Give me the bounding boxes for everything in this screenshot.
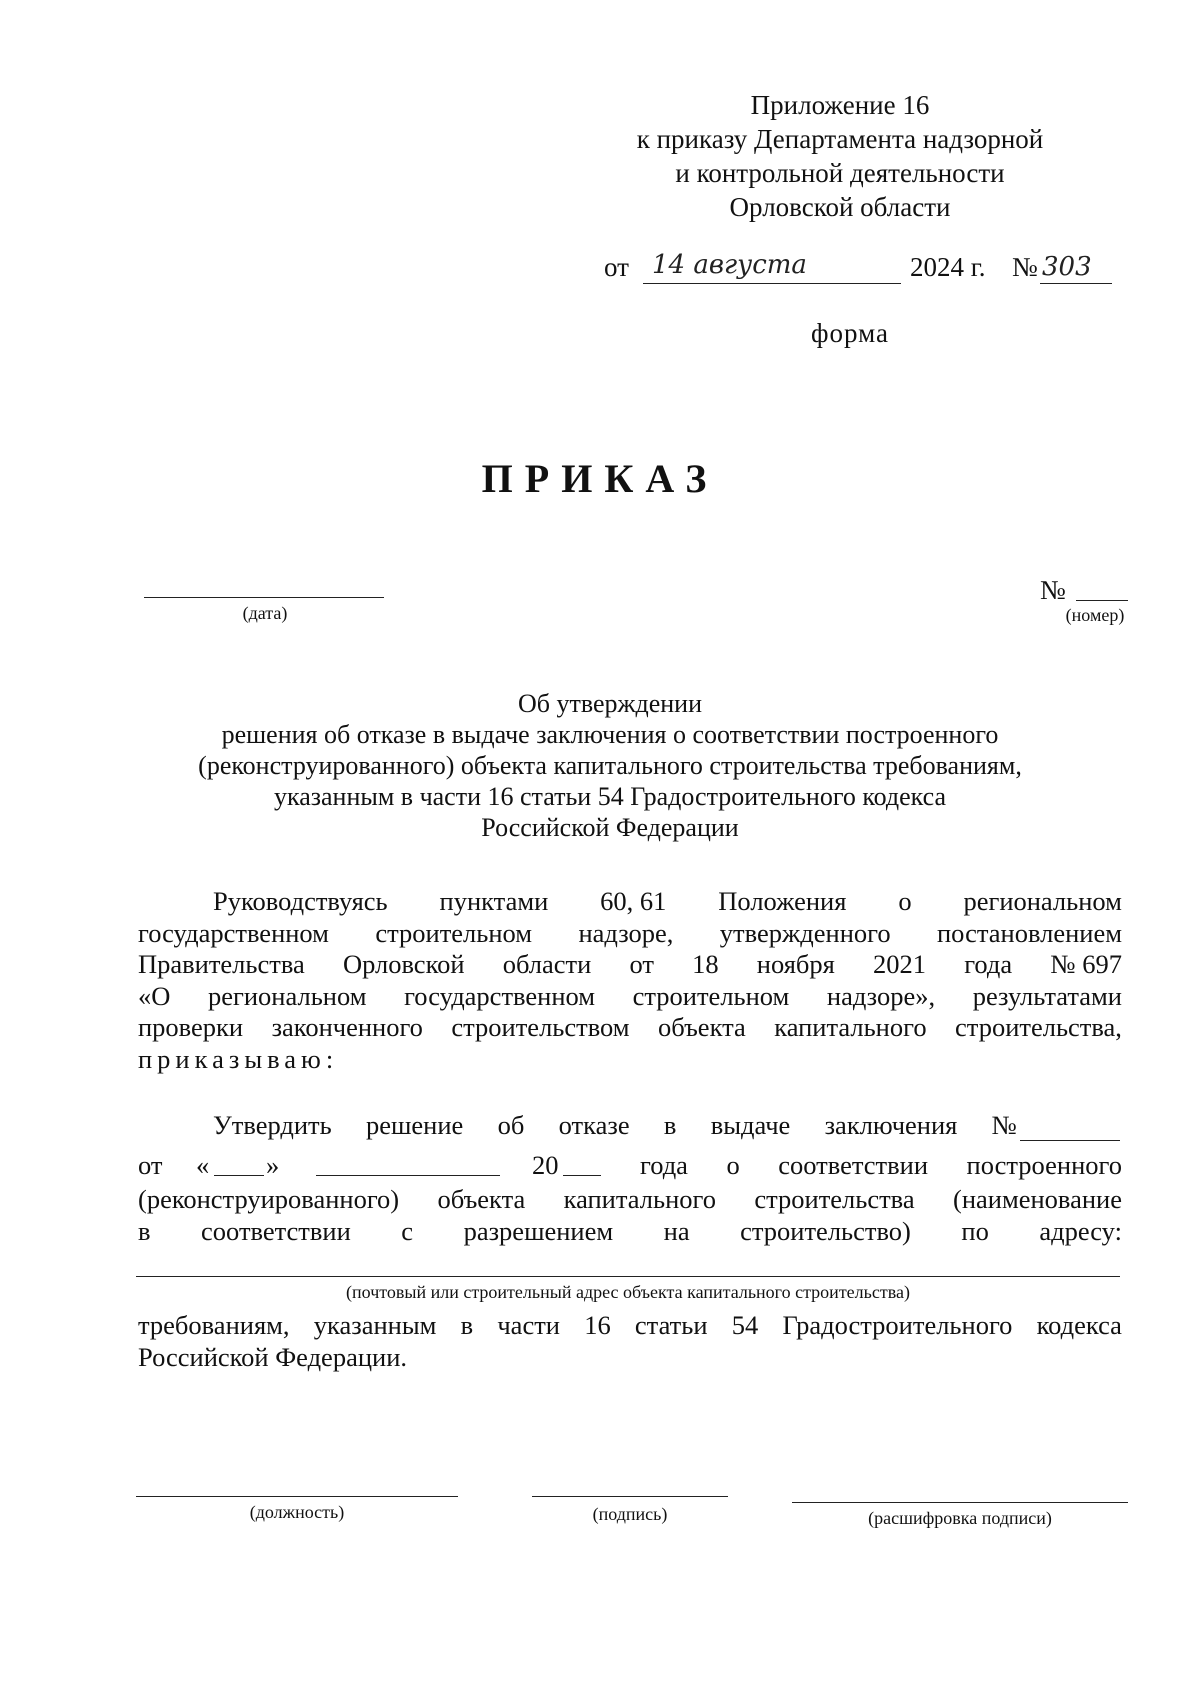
word: 54 bbox=[731, 1310, 759, 1340]
appendix-line-4: Орловской области bbox=[729, 192, 951, 222]
word: об bbox=[497, 1110, 525, 1140]
decision-line bbox=[138, 1184, 1122, 1216]
date-caption: (дата) bbox=[242, 603, 288, 623]
word: № bbox=[991, 1110, 1017, 1140]
address-blank-line bbox=[136, 1276, 1120, 1277]
word: региональном bbox=[207, 980, 367, 1011]
number-underline bbox=[1040, 283, 1112, 284]
date-prefix: от bbox=[604, 252, 629, 282]
word: на bbox=[663, 1215, 690, 1246]
word: строительство) bbox=[740, 1215, 911, 1246]
document-title: ПРИКАЗ bbox=[481, 456, 719, 501]
appendix-line-3: и контрольной деятельности bbox=[675, 158, 1005, 188]
word: в bbox=[138, 1215, 151, 1246]
number-caption: (номер) bbox=[1065, 605, 1125, 625]
word: региональном bbox=[963, 886, 1122, 916]
word: кодекса bbox=[1036, 1310, 1122, 1340]
word: результатами bbox=[972, 980, 1122, 1011]
date-underline bbox=[643, 283, 901, 284]
subject-line-4: указанным в части 16 статьи 54 Градостроительного кодекса bbox=[273, 782, 947, 811]
word: ноября bbox=[756, 949, 835, 979]
subject-line-5: Российской Федерации bbox=[481, 813, 739, 842]
word: 2021 bbox=[873, 949, 927, 979]
word: 60, 61 bbox=[600, 886, 667, 916]
decision-line bbox=[138, 1216, 1122, 1248]
decision-paragraph bbox=[138, 1110, 1122, 1142]
signature-caption: (подпись) bbox=[592, 1504, 668, 1524]
word: года bbox=[640, 1150, 688, 1180]
decision-line-2-rest bbox=[640, 1150, 1122, 1182]
word: о bbox=[726, 1150, 740, 1180]
subject-line-1: Об утверждении bbox=[517, 689, 702, 718]
form-label: форма bbox=[811, 318, 889, 348]
word: пунктами bbox=[439, 886, 549, 916]
word: государственном bbox=[404, 980, 596, 1011]
word: № 697 bbox=[1050, 949, 1122, 979]
order-word: приказываю: bbox=[138, 1043, 339, 1074]
address-caption: (почтовый или строительный адрес объекта капитального строительства) bbox=[346, 1282, 910, 1302]
word: Орловской bbox=[342, 949, 465, 979]
word: строительства bbox=[754, 1184, 915, 1214]
preamble-line bbox=[138, 949, 1122, 981]
subject-line-3: (реконструированного) объекта капитального строительства требованиям, bbox=[198, 751, 1022, 780]
open-quote: « bbox=[196, 1150, 210, 1180]
word: года bbox=[964, 949, 1013, 979]
word: строительством bbox=[451, 1012, 630, 1042]
preamble-line bbox=[138, 981, 1122, 1013]
preamble-paragraph bbox=[138, 886, 1122, 1075]
word: постановлением bbox=[937, 917, 1122, 948]
decision-final-line: Российской Федерации. bbox=[138, 1341, 407, 1372]
order-number-sign: № bbox=[1040, 575, 1066, 605]
word: 18 bbox=[692, 949, 719, 979]
preamble-line bbox=[138, 918, 1122, 950]
appendix-line-2: к приказу Департамента надзорной bbox=[636, 124, 1044, 154]
handwritten-date: 14 августа bbox=[652, 250, 807, 280]
decision-line bbox=[640, 1150, 1122, 1182]
word: утвержденного bbox=[719, 917, 891, 948]
word: статьи bbox=[634, 1310, 708, 1340]
handwritten-number: 303 bbox=[1042, 252, 1092, 282]
word: соответствии bbox=[201, 1215, 351, 1246]
word: Правительства bbox=[138, 949, 305, 979]
word: заключения bbox=[824, 1110, 958, 1140]
word: построенного bbox=[966, 1150, 1122, 1180]
word: (реконструированного) bbox=[138, 1184, 400, 1214]
word: выдаче bbox=[710, 1110, 791, 1140]
preamble-line bbox=[138, 886, 1122, 918]
word: надзоре», bbox=[826, 980, 936, 1011]
year-prefix: 20 bbox=[532, 1150, 559, 1180]
date-year: 2024 г. bbox=[910, 252, 986, 282]
word: строительства, bbox=[955, 1012, 1122, 1042]
word: Градостроительного bbox=[782, 1310, 1013, 1340]
word: части bbox=[497, 1310, 560, 1340]
word: от bbox=[629, 949, 654, 979]
word: государственном bbox=[138, 917, 329, 948]
decision-line bbox=[138, 1110, 1122, 1142]
word: надзоре, bbox=[578, 917, 674, 948]
appendix-line-1: Приложение 16 bbox=[750, 90, 930, 120]
word: адресу: bbox=[1039, 1215, 1122, 1246]
word: области bbox=[502, 949, 592, 979]
word: 16 bbox=[584, 1310, 611, 1340]
month-blank bbox=[316, 1175, 500, 1176]
subject-line-2: решения об отказе в выдаче заключения о соответствии построенного bbox=[221, 720, 999, 749]
word: указанным bbox=[313, 1310, 437, 1340]
year-blank bbox=[563, 1175, 601, 1176]
decision-ending bbox=[138, 1310, 1122, 1373]
word: «О bbox=[138, 980, 171, 1011]
word: разрешением bbox=[463, 1215, 614, 1246]
word: отказе bbox=[558, 1110, 630, 1140]
word: в bbox=[663, 1110, 677, 1140]
order-subject bbox=[140, 688, 1080, 843]
word: (наименование bbox=[953, 1184, 1122, 1214]
word: объекта bbox=[437, 1184, 526, 1214]
word: капитального bbox=[563, 1184, 716, 1214]
position-caption: (должность) bbox=[249, 1502, 345, 1522]
decoding-line bbox=[792, 1502, 1128, 1503]
word: по bbox=[961, 1215, 989, 1246]
word: Руководствуясь bbox=[213, 886, 388, 916]
decision-line bbox=[138, 1310, 1122, 1342]
date-number-sign: № bbox=[1012, 252, 1038, 282]
word: капитального bbox=[774, 1012, 927, 1042]
decision-continued bbox=[138, 1184, 1122, 1247]
word: требованиям, bbox=[138, 1310, 290, 1340]
number-blank-line bbox=[1076, 600, 1128, 601]
word: законченного bbox=[271, 1012, 423, 1042]
day-blank bbox=[214, 1175, 264, 1176]
word: строительном bbox=[632, 980, 790, 1011]
preamble-line bbox=[138, 1012, 1122, 1044]
appendix-header bbox=[560, 88, 1120, 224]
word: Утвердить bbox=[213, 1110, 332, 1140]
word: проверки bbox=[138, 1012, 244, 1042]
position-line bbox=[136, 1496, 458, 1497]
conclusion-number-blank bbox=[1020, 1140, 1120, 1141]
word: о bbox=[898, 886, 912, 916]
signature-line bbox=[532, 1496, 728, 1497]
word: объекта bbox=[658, 1012, 746, 1042]
decision-from: от bbox=[138, 1150, 163, 1180]
word: с bbox=[401, 1215, 414, 1246]
close-quote: » bbox=[266, 1150, 280, 1180]
word: Положения bbox=[718, 886, 847, 916]
word: решение bbox=[366, 1110, 464, 1140]
decoding-caption: (расшифровка подписи) bbox=[868, 1508, 1052, 1528]
word: строительном bbox=[375, 917, 533, 948]
word: соответствии bbox=[778, 1150, 929, 1180]
date-blank-line bbox=[144, 597, 384, 598]
word: в bbox=[460, 1310, 474, 1340]
